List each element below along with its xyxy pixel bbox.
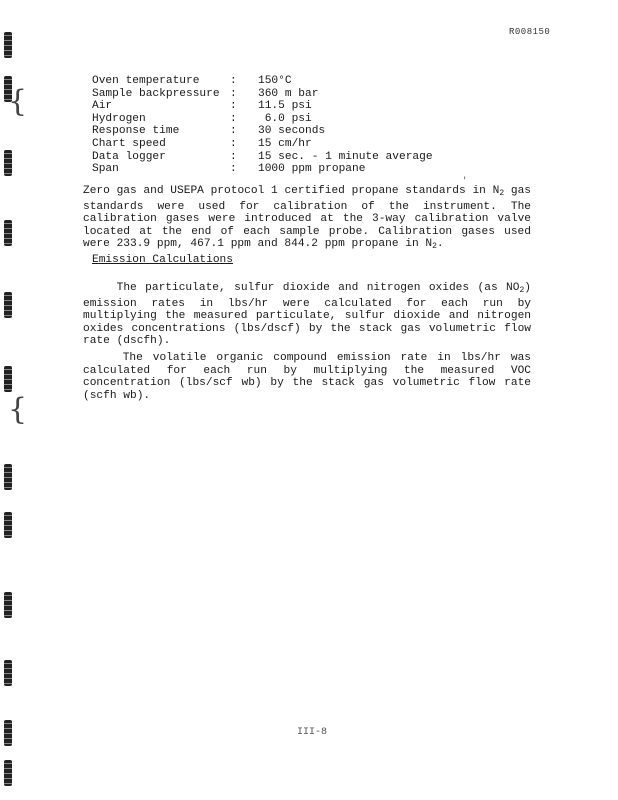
- document-id: R008150: [509, 27, 551, 37]
- parameter-label: Response time: [92, 125, 180, 138]
- parameter-separator: :: [230, 100, 237, 113]
- parameter-row: [92, 151, 433, 164]
- parameter-label: Air: [92, 100, 113, 113]
- parameter-value: 6.0 psi: [258, 112, 312, 125]
- parameter-value: 30 seconds: [258, 125, 326, 138]
- parameter-separator: :: [230, 163, 237, 176]
- punch-mark: [4, 464, 12, 490]
- margin-note: ': [462, 176, 468, 186]
- parameter-value: 360 m bar: [258, 87, 319, 100]
- parameter-label: Oven temperature: [92, 75, 200, 87]
- parameter-row: [92, 75, 433, 88]
- parameter-separator: :: [230, 87, 237, 100]
- parameter-label: Data logger: [92, 150, 166, 163]
- section-heading: Emission Calculations: [92, 254, 233, 266]
- parameter-row: [92, 100, 433, 113]
- punch-mark: [4, 150, 12, 176]
- punch-mark: [4, 32, 12, 58]
- punch-mark: [4, 660, 12, 686]
- parameter-separator: :: [230, 137, 237, 150]
- parameter-value: 11.5 psi: [258, 100, 312, 113]
- punch-mark: [4, 512, 12, 538]
- punch-mark: [4, 220, 12, 246]
- parameter-row: [92, 138, 433, 151]
- parameter-value: 1000 ppm propane: [258, 163, 366, 176]
- parameter-row: [92, 88, 433, 101]
- parameter-label: Chart speed: [92, 137, 166, 150]
- parameter-label: Sample backpressure: [92, 87, 220, 100]
- emission-rate-paragraph: The particulate, sulfur dioxide and nitrogen oxides (as $NO_2$) emission rates in lbs/hr were calculated for each run by multiplying the measured particulate, sulfur dioxide and nitrogen oxides concentrations (lbs/dscf) by the stack gas volumetric flow rate (dscfh).: [83, 282, 532, 348]
- parameter-label: Span: [92, 163, 119, 176]
- parameter-row: [92, 163, 433, 176]
- parameter-value: 15 sec. - 1 minute average: [258, 150, 433, 163]
- page-number: III-8: [297, 727, 328, 738]
- voc-paragraph: The volatile organic compound emission rate in lbs/hr was calculated for each run by multiplying the measured VOC concentration (lbs/scf wb) by the stack gas volumetric flow rate (scfh wb).: [83, 352, 531, 402]
- punch-mark: [4, 760, 12, 786]
- punch-mark: [4, 592, 12, 618]
- margin-brace-mark: {: [8, 392, 28, 427]
- parameter-value: 150°C: [258, 75, 292, 87]
- punch-mark: [4, 292, 12, 318]
- parameter-separator: :: [230, 75, 237, 87]
- parameter-value: 15 cm/hr: [258, 137, 312, 150]
- margin-brace-mark: {: [8, 84, 28, 119]
- parameter-row: [92, 113, 433, 126]
- parameter-separator: :: [230, 125, 237, 138]
- parameter-label: Hydrogen: [92, 112, 146, 125]
- parameter-list: [92, 75, 433, 176]
- punch-mark: [4, 720, 12, 746]
- parameter-row: [92, 125, 433, 138]
- parameter-separator: :: [230, 150, 237, 163]
- punch-mark: [4, 366, 12, 392]
- calibration-paragraph: Zero gas and USEPA protocol 1 certified propane standards in $N_2$ gas standards were used for calibration of the instrument. The calibration gases were introduced at the 3-way calibration valve located at the end of each sample probe. Calibration gases used were 233.9 ppm, 467.1 ppm and 844.2 ppm propane in $N_2$.: [83, 185, 532, 252]
- parameter-separator: :: [230, 112, 237, 125]
